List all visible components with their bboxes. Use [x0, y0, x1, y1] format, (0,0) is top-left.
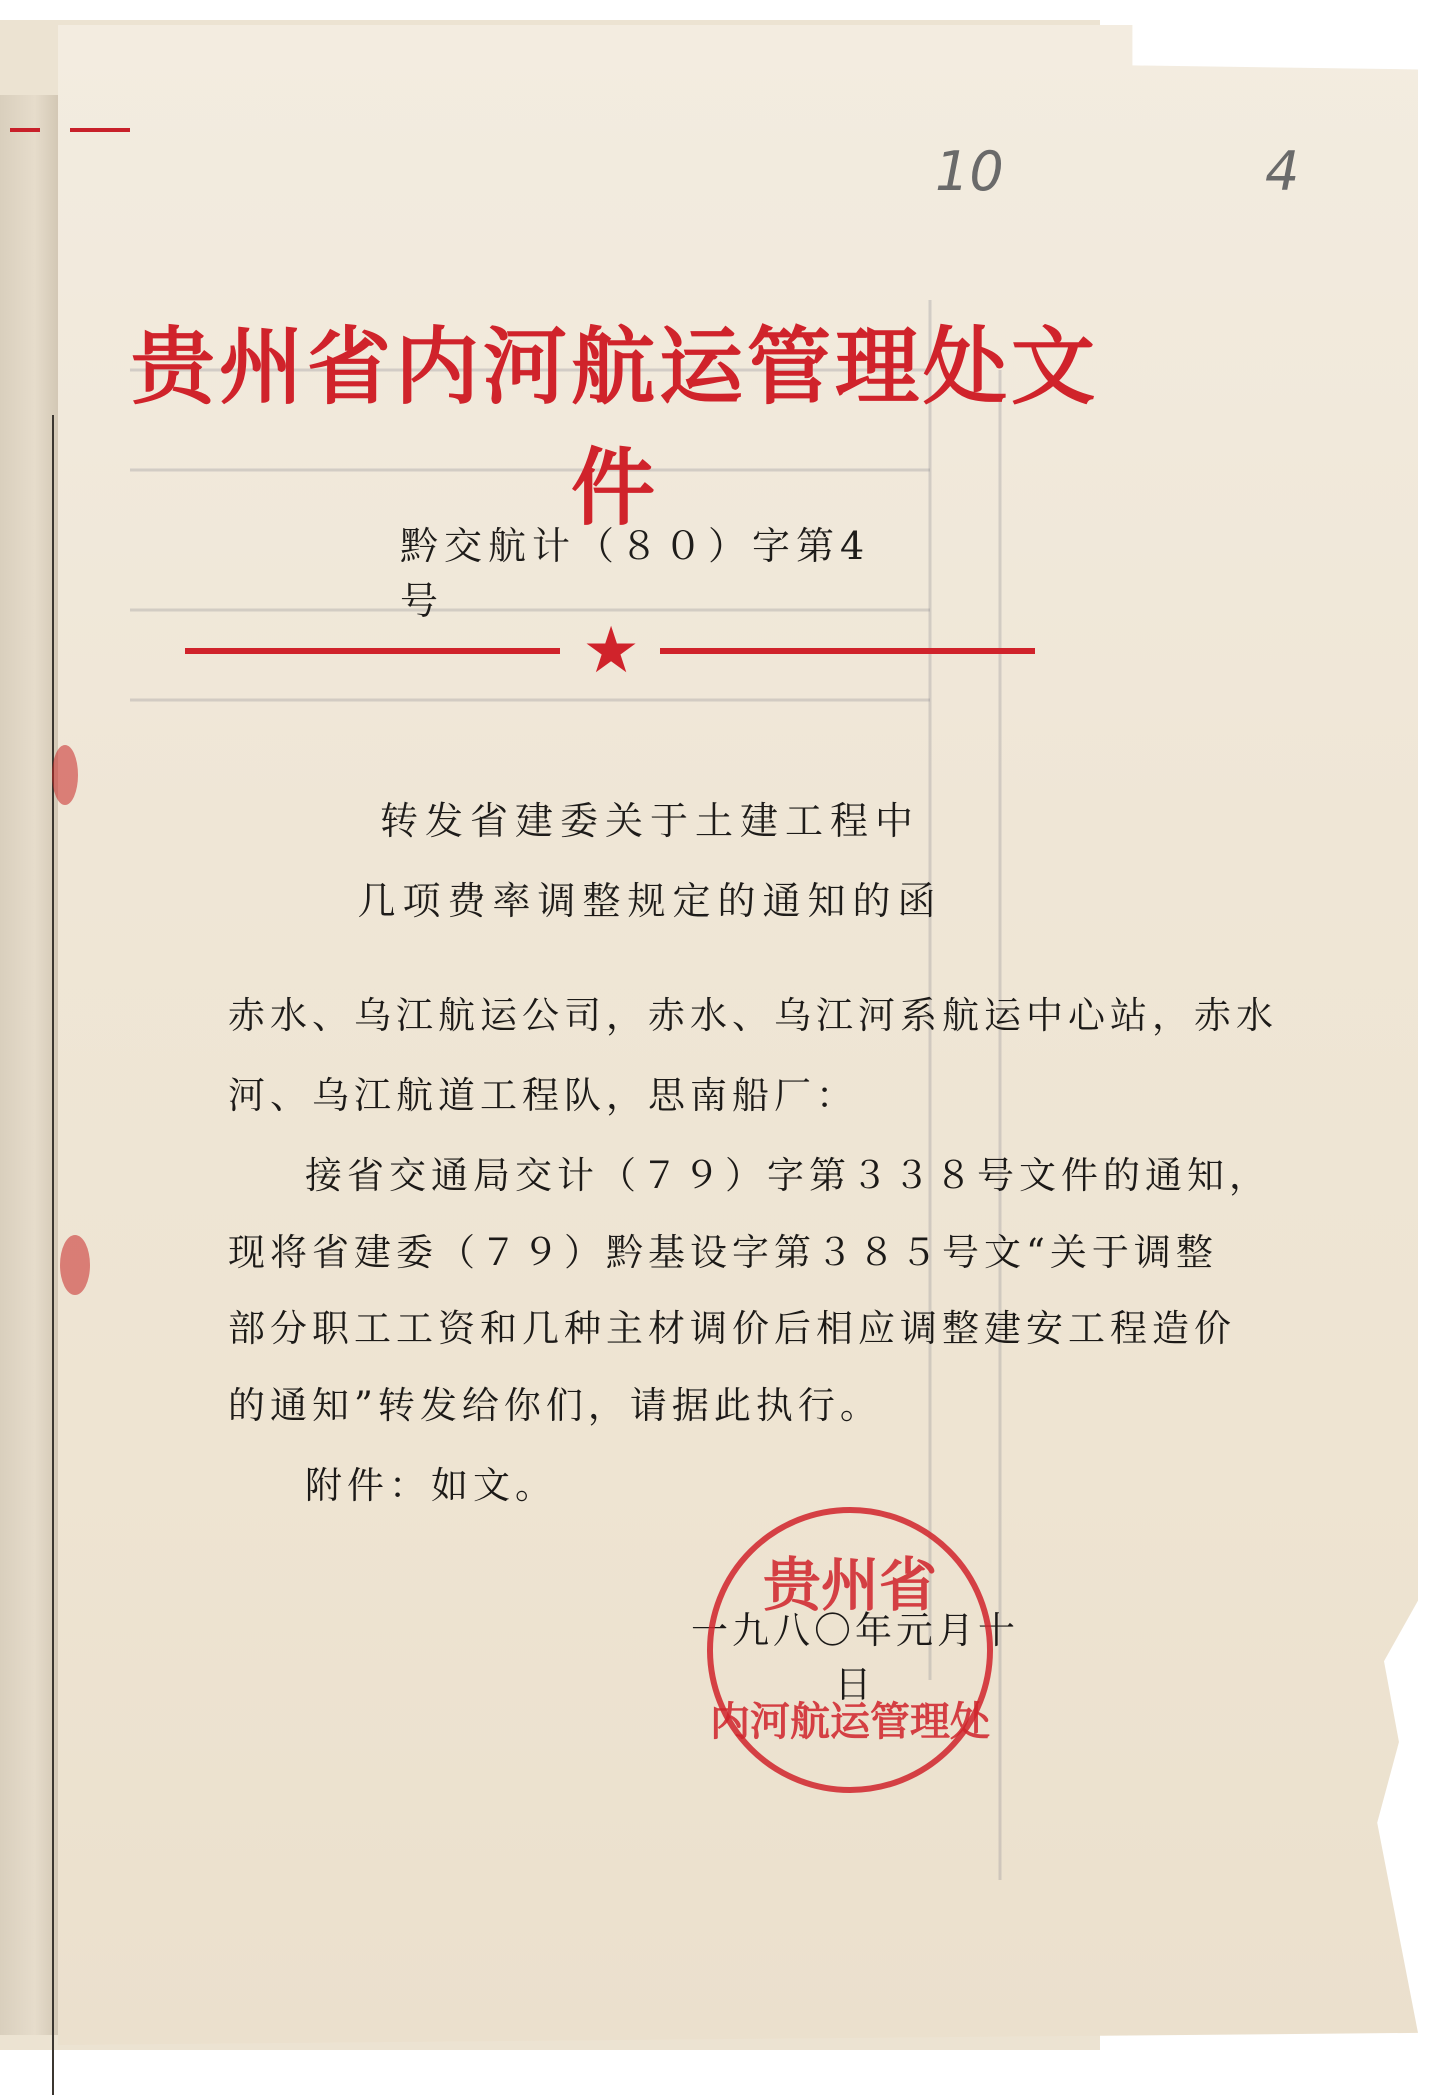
body-line-4: 的通知”转发给你们，请据此执行。	[228, 1384, 882, 1427]
official-seal	[700, 1500, 1000, 1800]
body-line-1: 接省交通局交计（７９）字第３３８号文件的通知，	[305, 1154, 1271, 1197]
red-divider-left	[185, 648, 560, 654]
handwritten-page-mark: 4	[1265, 140, 1300, 203]
document-date: 一九八〇年元月十日	[691, 1609, 1019, 1706]
red-divider-right	[660, 648, 1035, 654]
seal-bottom-text: 内河航运管理处	[710, 1698, 990, 1745]
document-title: 贵州省内河航运管理处文件	[130, 317, 1099, 537]
recipient-line-1: 赤水、乌江航运公司，赤水、乌江河系航运中心站，赤水	[228, 994, 1278, 1037]
subject-line-1: 转发省建委关于土建工程中	[379, 799, 920, 843]
body-line-2: 现将省建委（７９）黔基设字第３８５号文“关于调整	[228, 1231, 1218, 1274]
handwritten-page-mark: 10	[935, 140, 1004, 203]
attachment-line: 附件：如文。	[305, 1464, 557, 1507]
recipient-line-2: 河、乌江航道工程队，思南船厂：	[228, 1074, 858, 1117]
seal-top-text: 贵州省	[762, 1551, 938, 1619]
subject-line-2: 几项费率调整规定的通知的函	[357, 879, 943, 923]
red-star-icon: ★	[582, 614, 640, 688]
document-number: 黔交航计（８０）字第4号	[400, 524, 871, 623]
body-line-3: 部分职工工资和几种主材调价后相应调整建安工程造价	[228, 1307, 1236, 1350]
